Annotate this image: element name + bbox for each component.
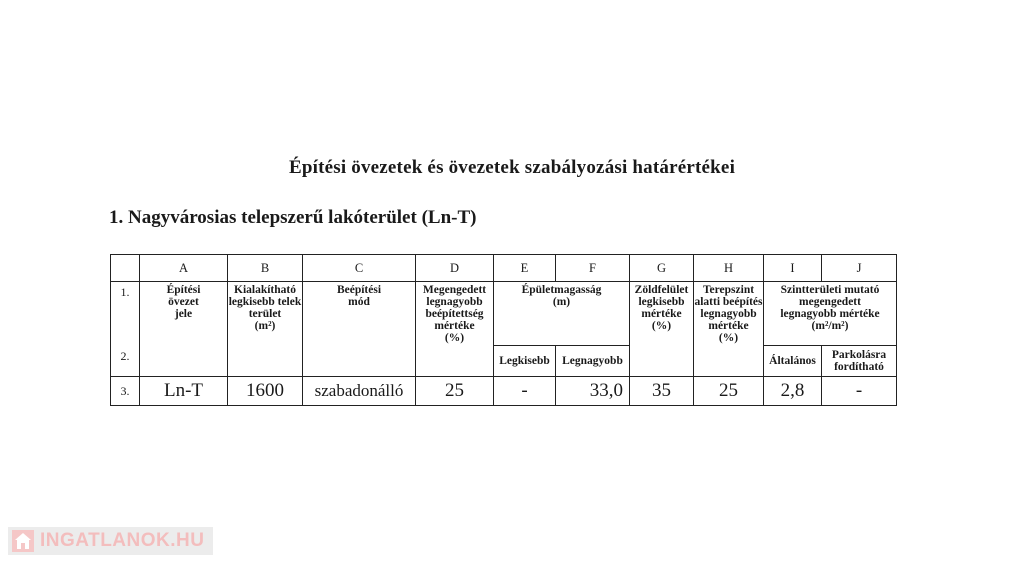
header-text: Beépítési mód [336, 284, 382, 308]
cell-min-plot-area: 1600 [228, 377, 303, 406]
column-letter: I [764, 255, 822, 282]
header-text: Szintterületi mutató megengedett legnagyobb mértéke [780, 284, 880, 320]
header-green-area [630, 282, 694, 377]
watermark-text: INGATLANOK.HU [40, 530, 205, 551]
column-letter: E [494, 255, 556, 282]
subheader-min-height: Legkisebb [494, 346, 556, 377]
header-text: Megengedett legnagyobb beépítettség mértéke [422, 284, 487, 332]
corner-cell [111, 255, 140, 282]
header-max-coverage [416, 282, 494, 377]
header-text: Kialakítható legkisebb telek terület [228, 284, 302, 320]
row-number: 2. [120, 349, 130, 363]
column-letter: D [416, 255, 494, 282]
header-unit: (m) [552, 296, 571, 308]
cell-far-parking: - [822, 377, 897, 406]
header-building-mode [303, 282, 416, 377]
watermark [8, 527, 213, 555]
row-number-cell [111, 282, 140, 377]
cell-zone-code: Ln-T [140, 377, 228, 406]
house-icon [12, 530, 34, 552]
cell-underground-coverage: 25 [694, 377, 764, 406]
table-row [111, 377, 897, 406]
header-building-height [494, 282, 630, 346]
header-min-plot-area [228, 282, 303, 377]
cell-building-mode: szabadonálló [303, 377, 416, 406]
column-letter: A [140, 255, 228, 282]
row-number: 1. [120, 285, 130, 299]
subheader-max-height: Legnagyobb [556, 346, 630, 377]
cell-max-coverage: 25 [416, 377, 494, 406]
row-number: 3. [111, 377, 140, 406]
cell-min-height: - [494, 377, 556, 406]
header-text: Épületmagasság [521, 284, 602, 296]
column-letter: J [822, 255, 897, 282]
header-row [111, 282, 897, 346]
column-letter: G [630, 255, 694, 282]
header-text: Terepszint alatti beépítés legnagyobb mértéke [694, 284, 763, 332]
column-letter: F [556, 255, 630, 282]
column-letter: H [694, 255, 764, 282]
document-title: Építési övezetek és övezetek szabályozási határértékei [288, 157, 736, 178]
subheader-general: Általános [764, 346, 822, 377]
header-zone-code [140, 282, 228, 377]
header-unit: (m²) [254, 320, 276, 332]
cell-max-height: 33,0 [556, 377, 630, 406]
regulation-table [110, 254, 897, 406]
header-floor-area-ratio [764, 282, 897, 346]
column-letter-row [111, 255, 897, 282]
column-letter: C [303, 255, 416, 282]
column-letter: B [228, 255, 303, 282]
subheader-parking: Parkolásra fordítható [822, 346, 897, 377]
header-underground-coverage [694, 282, 764, 377]
cell-green-area: 35 [630, 377, 694, 406]
header-text: Építési övezet jele [166, 284, 201, 320]
header-unit: (m²/m²) [811, 320, 849, 332]
cell-far-general: 2,8 [764, 377, 822, 406]
section-title: 1. Nagyvárosias telepszerű lakóterület (Ln-T) [109, 207, 477, 228]
header-unit: (%) [651, 320, 672, 332]
header-text: Zöldfelület legkisebb mértéke [634, 284, 689, 320]
header-unit: (%) [444, 332, 465, 344]
header-unit: (%) [718, 332, 739, 344]
